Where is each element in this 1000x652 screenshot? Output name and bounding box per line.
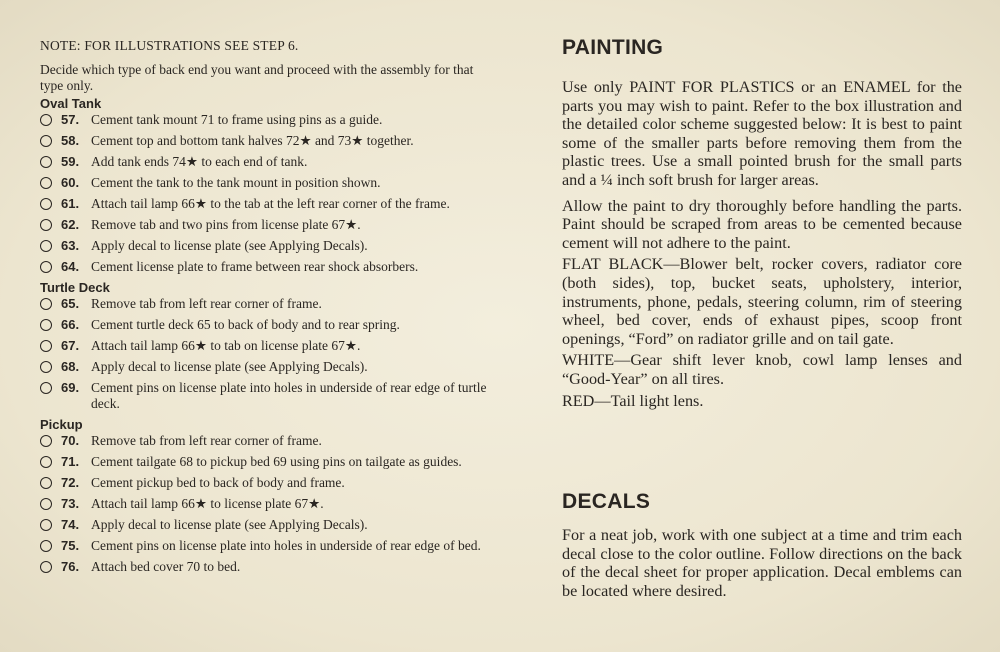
step-number: 74.: [61, 517, 80, 532]
step-item: [40, 380, 495, 412]
checkbox-circle[interactable]: [40, 319, 52, 331]
step-item: [40, 538, 495, 554]
step-number: 60.: [61, 175, 80, 190]
step-item: [40, 112, 495, 128]
step-text: Attach tail lamp 66★ to license plate 67★.: [91, 496, 324, 511]
step-number: 70.: [61, 433, 80, 448]
step-text: Cement tailgate 68 to pickup bed 69 using pins on tailgate as guides.: [91, 454, 462, 469]
checkbox-circle[interactable]: [40, 114, 52, 126]
step-item: [40, 238, 495, 254]
step-text: Apply decal to license plate (see Applying Decals).: [91, 517, 368, 532]
step-text: Remove tab from left rear corner of frame.: [91, 296, 322, 311]
step-item: [40, 217, 495, 233]
checkbox-circle[interactable]: [40, 498, 52, 510]
section-heading: Oval Tank: [40, 96, 102, 111]
checkbox-circle[interactable]: [40, 519, 52, 531]
step-number: 67.: [61, 338, 80, 353]
assembly-sections: [40, 96, 495, 575]
step-text: Cement pins on license plate into holes in underside of rear edge of bed.: [91, 538, 481, 553]
step-text: Remove tab and two pins from license plate 67★.: [91, 217, 361, 232]
painting-paragraph: Allow the paint to dry thoroughly before handling the parts. Paint should be scraped from areas to be cemented because cement will not adhere to the paint.: [562, 196, 962, 252]
checkbox-circle[interactable]: [40, 477, 52, 489]
step-item: [40, 154, 495, 170]
checkbox-circle[interactable]: [40, 298, 52, 310]
painting-paragraph: Use only PAINT FOR PLASTICS or an ENAMEL for the parts you may wish to paint. Refer to the box illustration and the detailed color scheme suggested below: It is best to paint some of the smaller parts before removing them from the plastic trees. Use a small pointed brush for the small parts and a ¼ inch soft brush for larger areas.: [562, 78, 962, 189]
illustration-note: NOTE: FOR ILLUSTRATIONS SEE STEP 6.: [40, 38, 299, 53]
step-text: Cement pickup bed to back of body and frame.: [91, 475, 345, 490]
checkbox-circle[interactable]: [40, 198, 52, 210]
step-number: 75.: [61, 538, 80, 553]
checkbox-circle[interactable]: [40, 219, 52, 231]
step-item: [40, 433, 495, 449]
step-item: [40, 317, 495, 333]
checkbox-circle[interactable]: [40, 177, 52, 189]
step-text: Add tank ends 74★ to each end of tank.: [91, 154, 308, 169]
step-text: Apply decal to license plate (see Applying Decals).: [91, 359, 368, 374]
step-item: [40, 475, 495, 491]
step-number: 63.: [61, 238, 80, 253]
step-item: [40, 517, 495, 533]
step-text: Cement pins on license plate into holes in underside of rear edge of turtle deck.: [91, 380, 487, 411]
step-number: 64.: [61, 259, 80, 274]
step-text: Cement license plate to frame between rear shock absorbers.: [91, 259, 419, 274]
step-text: Cement turtle deck 65 to back of body and to rear spring.: [91, 317, 400, 332]
step-number: 76.: [61, 559, 80, 574]
step-text: Remove tab from left rear corner of frame.: [91, 433, 322, 448]
step-item: [40, 338, 495, 354]
step-text: Apply decal to license plate (see Applying Decals).: [91, 238, 368, 253]
step-item: [40, 259, 495, 275]
step-number: 71.: [61, 454, 80, 469]
section-heading: Turtle Deck: [40, 280, 110, 295]
checkbox-circle[interactable]: [40, 382, 52, 394]
step-text: Cement tank mount 71 to frame using pins as a guide.: [91, 112, 383, 127]
checkbox-circle[interactable]: [40, 156, 52, 168]
step-number: 65.: [61, 296, 80, 311]
checkbox-circle[interactable]: [40, 361, 52, 373]
intro-text: Decide which type of back end you want and proceed with the assembly for that type only.: [40, 62, 474, 93]
step-item: [40, 496, 495, 512]
step-item: [40, 196, 495, 212]
step-item: [40, 296, 495, 312]
painting-decals-column: [562, 36, 962, 600]
decals-paragraph: For a neat job, work with one subject at a time and trim each decal close to the color outline. Follow directions on the back of the decal sheet for proper application. Decal emblems can be located where desired.: [562, 526, 962, 600]
checkbox-circle[interactable]: [40, 135, 52, 147]
step-text: Attach tail lamp 66★ to tab on license plate 67★.: [91, 338, 361, 353]
red-paragraph: RED—Tail light lens.: [562, 391, 704, 410]
checkbox-circle[interactable]: [40, 240, 52, 252]
checkbox-circle[interactable]: [40, 435, 52, 447]
step-number: 68.: [61, 359, 80, 374]
checkbox-circle[interactable]: [40, 340, 52, 352]
step-text: Cement the tank to the tank mount in position shown.: [91, 175, 381, 190]
step-number: 73.: [61, 496, 80, 511]
step-number: 69.: [61, 380, 80, 395]
checkbox-circle[interactable]: [40, 540, 52, 552]
step-number: 58.: [61, 133, 80, 148]
white-paragraph: WHITE—Gear shift lever knob, cowl lamp lenses and “Good-Year” on all tires.: [562, 351, 962, 388]
step-number: 66.: [61, 317, 80, 332]
checkbox-circle[interactable]: [40, 456, 52, 468]
step-number: 59.: [61, 154, 80, 169]
step-item: [40, 359, 495, 375]
step-item: [40, 454, 495, 470]
step-text: Attach tail lamp 66★ to the tab at the left rear corner of the frame.: [91, 196, 450, 211]
flat-black-paragraph: FLAT BLACK—Blower belt, rocker covers, radiator core (both sides), top, bucket seats, upholstery, interior, instruments, phone, pedals, steering column, rim of steering wheel, bed cover, ends of exhaust pipes, scoop front openings, “Ford” on radiator grille and on tail gate.: [562, 255, 962, 348]
step-text: Cement top and bottom tank halves 72★ and 73★ together.: [91, 133, 414, 148]
step-text: Attach bed cover 70 to bed.: [91, 559, 241, 574]
step-number: 57.: [61, 112, 80, 127]
step-number: 61.: [61, 196, 80, 211]
assembly-column: [40, 38, 495, 580]
step-number: 72.: [61, 475, 80, 490]
step-item: [40, 133, 495, 149]
checkbox-circle[interactable]: [40, 261, 52, 273]
step-number: 62.: [61, 217, 80, 232]
step-item: [40, 175, 495, 191]
checkbox-circle[interactable]: [40, 561, 52, 573]
section-heading: Pickup: [40, 417, 83, 432]
step-item: [40, 559, 495, 575]
decals-heading: DECALS: [562, 490, 651, 513]
painting-heading: PAINTING: [562, 36, 664, 59]
